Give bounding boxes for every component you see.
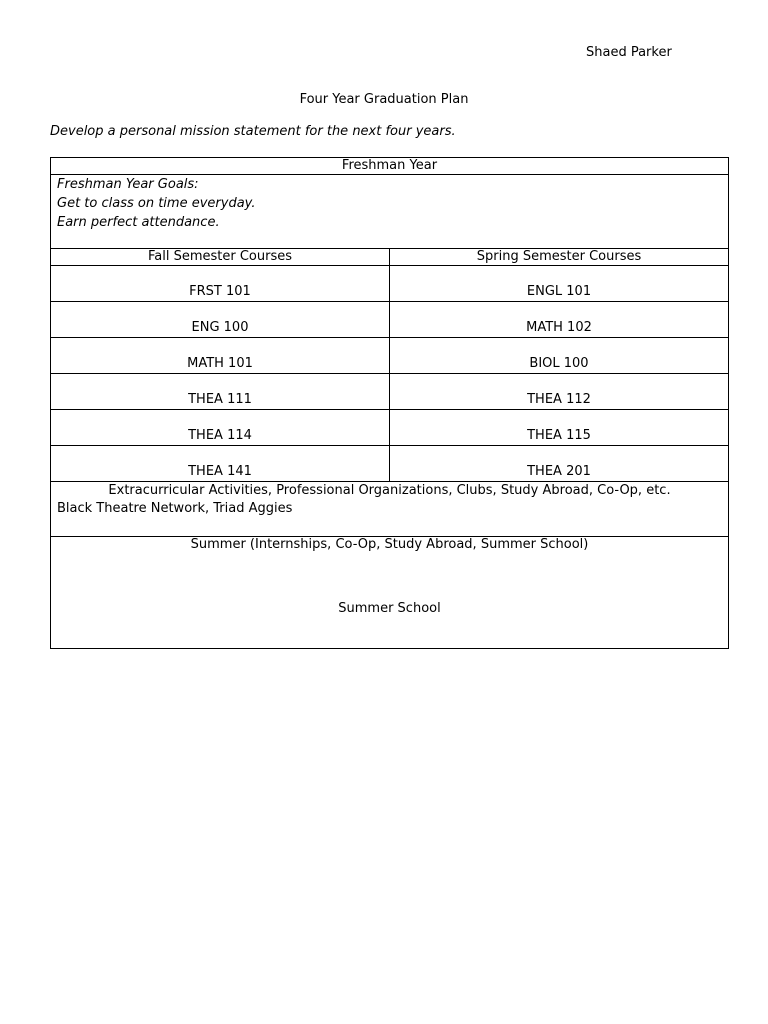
- spring-course: THEA 115: [390, 410, 729, 446]
- spring-course: BIOL 100: [390, 338, 729, 374]
- extracurricular-heading: Extracurricular Activities, Professional Organizations, Clubs, Study Abroad, Co-Op, etc.: [108, 483, 671, 498]
- freshman-plan-table: [50, 157, 729, 649]
- fall-course: THEA 111: [51, 374, 390, 410]
- fall-semester-heading: Fall Semester Courses: [51, 249, 390, 266]
- fall-course: FRST 101: [51, 266, 390, 302]
- course-row: [51, 266, 729, 302]
- course-row: [51, 374, 729, 410]
- fall-course: THEA 141: [51, 446, 390, 482]
- mission-prompt: Develop a personal mission statement for the next four years.: [50, 124, 456, 139]
- spring-course: MATH 102: [390, 302, 729, 338]
- summer-cell: [51, 537, 729, 649]
- extracurricular-cell: [51, 482, 729, 537]
- summer-heading: Summer (Internships, Co-Op, Study Abroad, Summer School): [190, 537, 589, 552]
- course-row: [51, 302, 729, 338]
- goal-item: Earn perfect attendance.: [57, 215, 220, 230]
- course-row: [51, 410, 729, 446]
- spring-course: THEA 201: [390, 446, 729, 482]
- goals-label: Freshman Year Goals:: [57, 177, 199, 192]
- fall-course: MATH 101: [51, 338, 390, 374]
- spring-semester-heading: Spring Semester Courses: [390, 249, 729, 266]
- goal-item: Get to class on time everyday.: [57, 196, 256, 211]
- year-heading: Freshman Year: [51, 158, 729, 175]
- page-title: Four Year Graduation Plan: [299, 92, 469, 107]
- fall-course: THEA 114: [51, 410, 390, 446]
- course-row: [51, 446, 729, 482]
- course-row: [51, 338, 729, 374]
- fall-course: ENG 100: [51, 302, 390, 338]
- spring-course: ENGL 101: [390, 266, 729, 302]
- goals-cell: [51, 175, 729, 249]
- spring-course: THEA 112: [390, 374, 729, 410]
- extracurricular-value: Black Theatre Network, Triad Aggies: [57, 501, 293, 516]
- author-name: Shaed Parker: [586, 45, 672, 60]
- summer-value: Summer School: [338, 601, 441, 616]
